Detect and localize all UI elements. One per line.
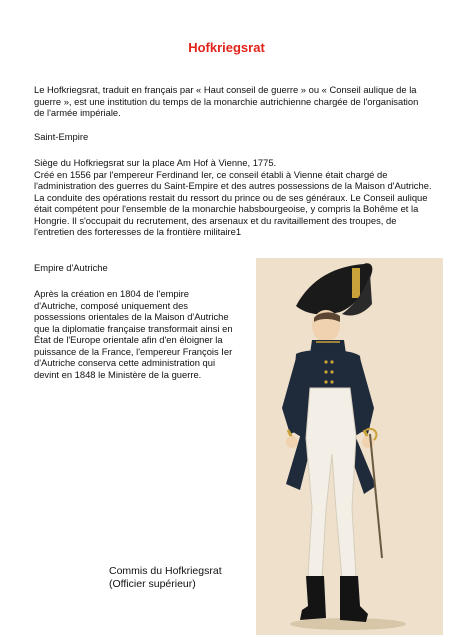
section-line: Après la création en 1804 de l'empire d'Autriche, composé uniquement des possessions orientales de la Maison d'Autriche que la diplomatie française transformait ainsi en État de l'Europe orientale afin d'en éloigner la puissance de la France, l'empereur François Ier d'Autriche conserva cette administration qui devint en 1848 le Ministère de la guerre. — [34, 288, 233, 380]
section-heading-saint-empire: Saint-Empire — [34, 131, 89, 142]
intro-paragraph: Le Hofkriegsrat, traduit en français par « Haut conseil de guerre » ou « Conseil aulique de la guerre », est une institution du temps de la monarchie autrichienne chargée de l'organisation de l'armée impériale. — [34, 84, 419, 118]
caption-line-1: Commis du Hofkriegsrat — [109, 565, 222, 577]
section-line: Siège du Hofkriegsrat sur la place Am Hof à Vienne, 1775. — [34, 157, 277, 168]
section-body-empire-autriche — [34, 288, 234, 380]
caption-line-2: (Officier supérieur) — [109, 578, 196, 590]
page-title: Hofkriegsrat — [188, 40, 265, 55]
section-line: Créé en 1556 par l'empereur Ferdinand Ier, ce conseil établi à Vienne était chargé de l'administration des guerres du Saint-Empire et des autres possessions de la Maison d'Autriche. La conduite des opérations restait du ressort du prince ou de ses généraux. Le Conseil aulique était compétent pour l'ensemble de la monarchie habsbourgeoise, y compris la Bohême et la Hongrie. Il s'occupait du recrutement, des arsenaux et du ravitaillement des troupes, de l'entretien des forteresses de la frontière militaire1 — [34, 168, 432, 237]
officer-painting — [256, 258, 443, 635]
painting-caption — [109, 565, 222, 591]
section-body-saint-empire — [34, 157, 434, 238]
section-heading-empire-autriche: Empire d'Autriche — [34, 262, 108, 273]
